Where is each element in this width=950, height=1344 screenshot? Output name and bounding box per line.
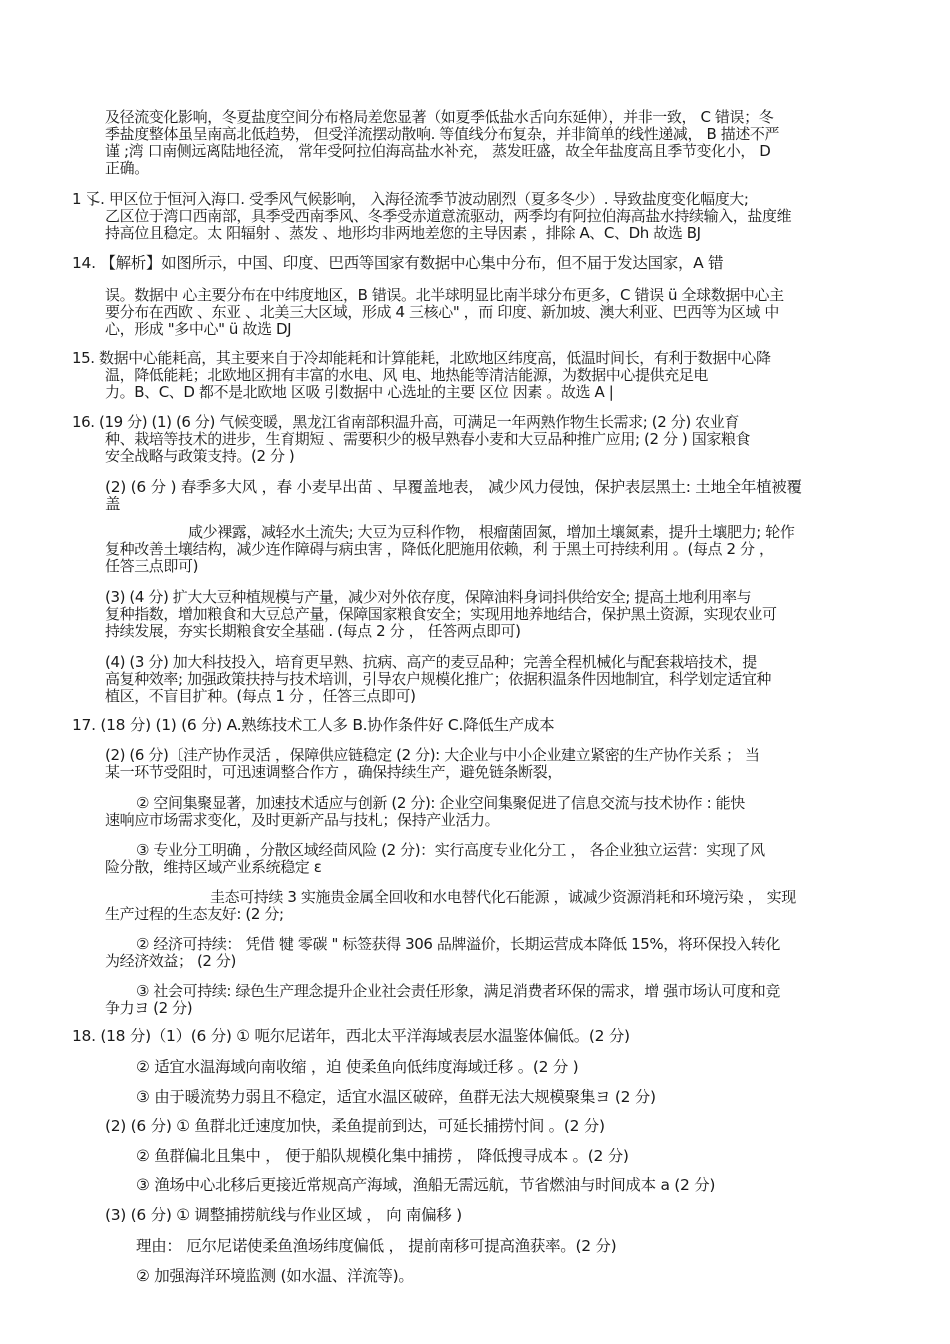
q16-line-12: (4) (3 分) 加大科技投入，培育更早熟、抗病、高产的麦豆品种；完善全程机械化与配套栽培技术，提: [105, 653, 757, 671]
q14-line-4: 心，形成 "多中心" ü 故选 DJ: [105, 320, 292, 338]
q18-line-9: ② 加强海洋环境监测 (如水温、洋流等)。: [136, 1267, 414, 1285]
q17-line-13: 争力ヨ (2 分): [105, 999, 193, 1017]
q13b-line-2: 乙区位于湾口西南部，具季受西南季风、冬季受赤道意流驱动，两季均有阿拉伯海高盐水持续输入，盐度维: [105, 207, 792, 225]
q17-line-2: (2) (6 分)〔洼产协作灵活 ，保障供应链稳定 (2 分): 大企业与中小企业建立紧密的生产协作关系 ； 当: [105, 746, 760, 764]
q17-line-12: ③ 社会可持续: 绿色生产理念提升企业社会责任形象，满足消费者环保的需求，增 强市场认可度和竞: [136, 982, 781, 1000]
q17-line-4: ② 空间集聚显著，加速技术适应与创新 (2 分): 企业空间集聚促进了信息交流与技术协作 : 能快: [136, 794, 745, 812]
q16-line-9: (3) (4 分) 扩大大豆种植规模与产量，减少对外依存度，保障油料身词抖供给安全; 提高土地利用率与: [105, 588, 752, 606]
q13b-line-1: 1 孓. 甲区位于恒河入海口. 受季风气候影响， 入海径流季节波动剧烈（夏多冬少）. 导致盐度变化幅度大;: [72, 190, 749, 208]
q16-line-13: 高复种效率; 加强政策扶持与技术培训，引导农户规模化推广；依据积温条件因地制宜，科学划定适宜种: [105, 670, 772, 688]
q16-line-11: 持续发展，夯实长期粮食安全基础 . (每点 2 分 ， 任答两点即可): [105, 622, 521, 640]
q17-line-1: 17. (18 分) (1) (6 分) A.熟练技术工人多 B.协作条件好 C.降低生产成本: [72, 716, 555, 734]
q16-line-7: 复种改善土壤结构，减少连作障碍与病虫害 ，降低化肥施用依赖，利 于黑土可持续利用 。(每点 2 分 ，: [105, 540, 774, 558]
q15-line-1: 15. 数据中心能耗高，其主要来自于冷却能耗和计算能耗，北欧地区纬度高，低温时间长，有利于数据中心降: [72, 349, 771, 367]
q13b-line-3: 持高位且稳定。太 阳辐射 、蒸发 、地形均非两地差您的主导因素 ，排除 A、C、Dh 故选 BJ: [105, 224, 701, 242]
q15-line-2: 温，降低能耗；北欧地区拥有丰富的水电、风 电、地热能等清洁能源，为数据中心提供充足电: [105, 366, 708, 384]
q18-line-5: ② 鱼群偏北且集中 ， 便于船队规模化集中捕捞 ， 降低搜寻成本 。(2 分): [136, 1147, 629, 1165]
q17-line-9: 生产过程的生态友好: (2 分;: [105, 905, 284, 923]
q17-line-10: ② 经济可持续： 凭借 犍 零碳 " 标签获得 306 品牌溢价，长期运营成本降低 15%，将环保投入转化: [136, 935, 781, 953]
q13-tail-line-1: 及径流变化影响，冬夏盐度空间分布格局差您显著（如夏季低盐水舌向东延伸），并非一致， C 错误；冬: [105, 108, 774, 126]
q15-line-3: 力。B、C、D 都不是北欧地 区吸 引数据中 心选址的主要 区位 因素 。故选 A |: [105, 383, 614, 401]
q18-line-8: 理由： 厄尔尼诺使柔鱼渔场纬度偏低 ， 提前南移可提高渔获率。(2 分): [136, 1237, 617, 1255]
q14-line-1: 14. 【解析】如图所示，中国、印度、巴西等国家有数据中心集中分布，但不届于发达国家，A 错: [72, 254, 724, 272]
q14-line-3: 要分布在西欧 、东亚 、北美三大区域，形成 4 三核心" ，而 印度、新加坡、澳大利亚、巴西等为区域 中: [105, 303, 780, 321]
q16-line-14: 植区，不盲目扩种。(每点 1 分 ，任答三点即可): [105, 687, 416, 705]
q17-line-3: 某一环节受阻时，可迅速调整合作方 ，确保持续生产，避免链条断裂，: [105, 763, 562, 781]
q17-line-8: 圭态可持续 3 实施贵金属全回收和水电替代化石能源 ，诚减少资源消耗和环境污染 ， 实现: [210, 888, 796, 906]
q17-line-7: 险分散，维持区域产业系统稳定 ε: [105, 858, 322, 876]
q18-line-7: (3) (6 分) ① 调整捕捞航线与作业区域 ， 向 南偏移 ): [105, 1206, 462, 1224]
q13-tail-line-2: 季盐度整体虽呈南高北低趋势， 但受洋流摆动散响. 等值线分布复杂，并非简单的线性递减， B 描述不严: [105, 125, 780, 143]
q18-line-3: ③ 由于暖流势力弱且不稳定，适宜水温区破碎，鱼群无法大规模聚集ヨ (2 分): [136, 1088, 656, 1106]
q16-line-3: 安全战略与政策支持。(2 分 ): [105, 447, 295, 465]
q17-line-6: ③ 专业分工明确 ，分散区域经茴风险 (2 分)：实行高度专业化分工 ， 各企业独立运营：实现了风: [136, 841, 765, 859]
q16-line-2: 种、栽培等技术的进步，生育期短 、需要积少的极早熟春小麦和大豆品种推广应用; (2 分 ) 国家粮食: [105, 430, 751, 448]
q17-line-5: 速响应市场需求变化，及时更新产品与技札；保持产业活力。: [105, 811, 500, 829]
q16-line-8: 任答三点即可): [105, 557, 199, 575]
q13-tail-line-4: 正确。: [105, 159, 149, 177]
q13-tail-line-3: 谨 ;湾 口南侧远离陆地径流， 常年受阿拉伯海高盐水补充， 蒸发旺盛，故全年盐度高且季节变化小， D: [105, 142, 771, 160]
q18-line-1: 18. (18 分)（1）(6 分) ① 呃尔尼诺年，西北太平洋海域表层水温鉴体偏低。(2 分): [72, 1027, 630, 1045]
q18-line-6: ③ 渔场中心北移后更接近常规高产海域，渔船无需远航，节省燃油与时间成本 a (2 分): [136, 1176, 716, 1194]
q16-line-5: 盖: [105, 495, 121, 513]
q18-line-4: (2) (6 分) ① 鱼群北迁速度加快，柔鱼提前到达，可延长捕捞忖间 。(2 分): [105, 1117, 605, 1135]
q17-line-11: 为经济效益； (2 分): [105, 952, 236, 970]
q16-line-1: 16. (19 分) (1) (6 分) 气候变暖，黑龙江省南部积温升高，可满足一年两熟作物生长需求; (2 分) 农业育: [72, 413, 739, 431]
q18-line-2: ② 适宜水温海域向南收缩 ，迫 使柔鱼向低纬度海域迁移 。(2 分 ): [136, 1058, 579, 1076]
q16-line-4: (2) (6 分 ) 春季多大风 ，春 小麦早出苗 、早覆盖地表， 减少风力侵蚀，保护表层黑土: 土地全年植被覆: [105, 478, 802, 496]
q16-line-6: 咸少裸露，减轻水土流失; 大豆为豆科作物， 根瘤菌固氮，增加土壤氮素，提升土壤肥力; 轮作: [188, 523, 795, 541]
q14-line-2: 误。数据中 心主要分布在中纬度地区，B 错误。北半球明显比南半球分布更多，C 错误 ü 全球数据中心主: [105, 286, 784, 304]
q16-line-10: 复种指数，增加粮食和大豆总产量，保障国家粮食安全；实现用地养地结合，保护黑土资源，实现农业可: [105, 605, 777, 623]
